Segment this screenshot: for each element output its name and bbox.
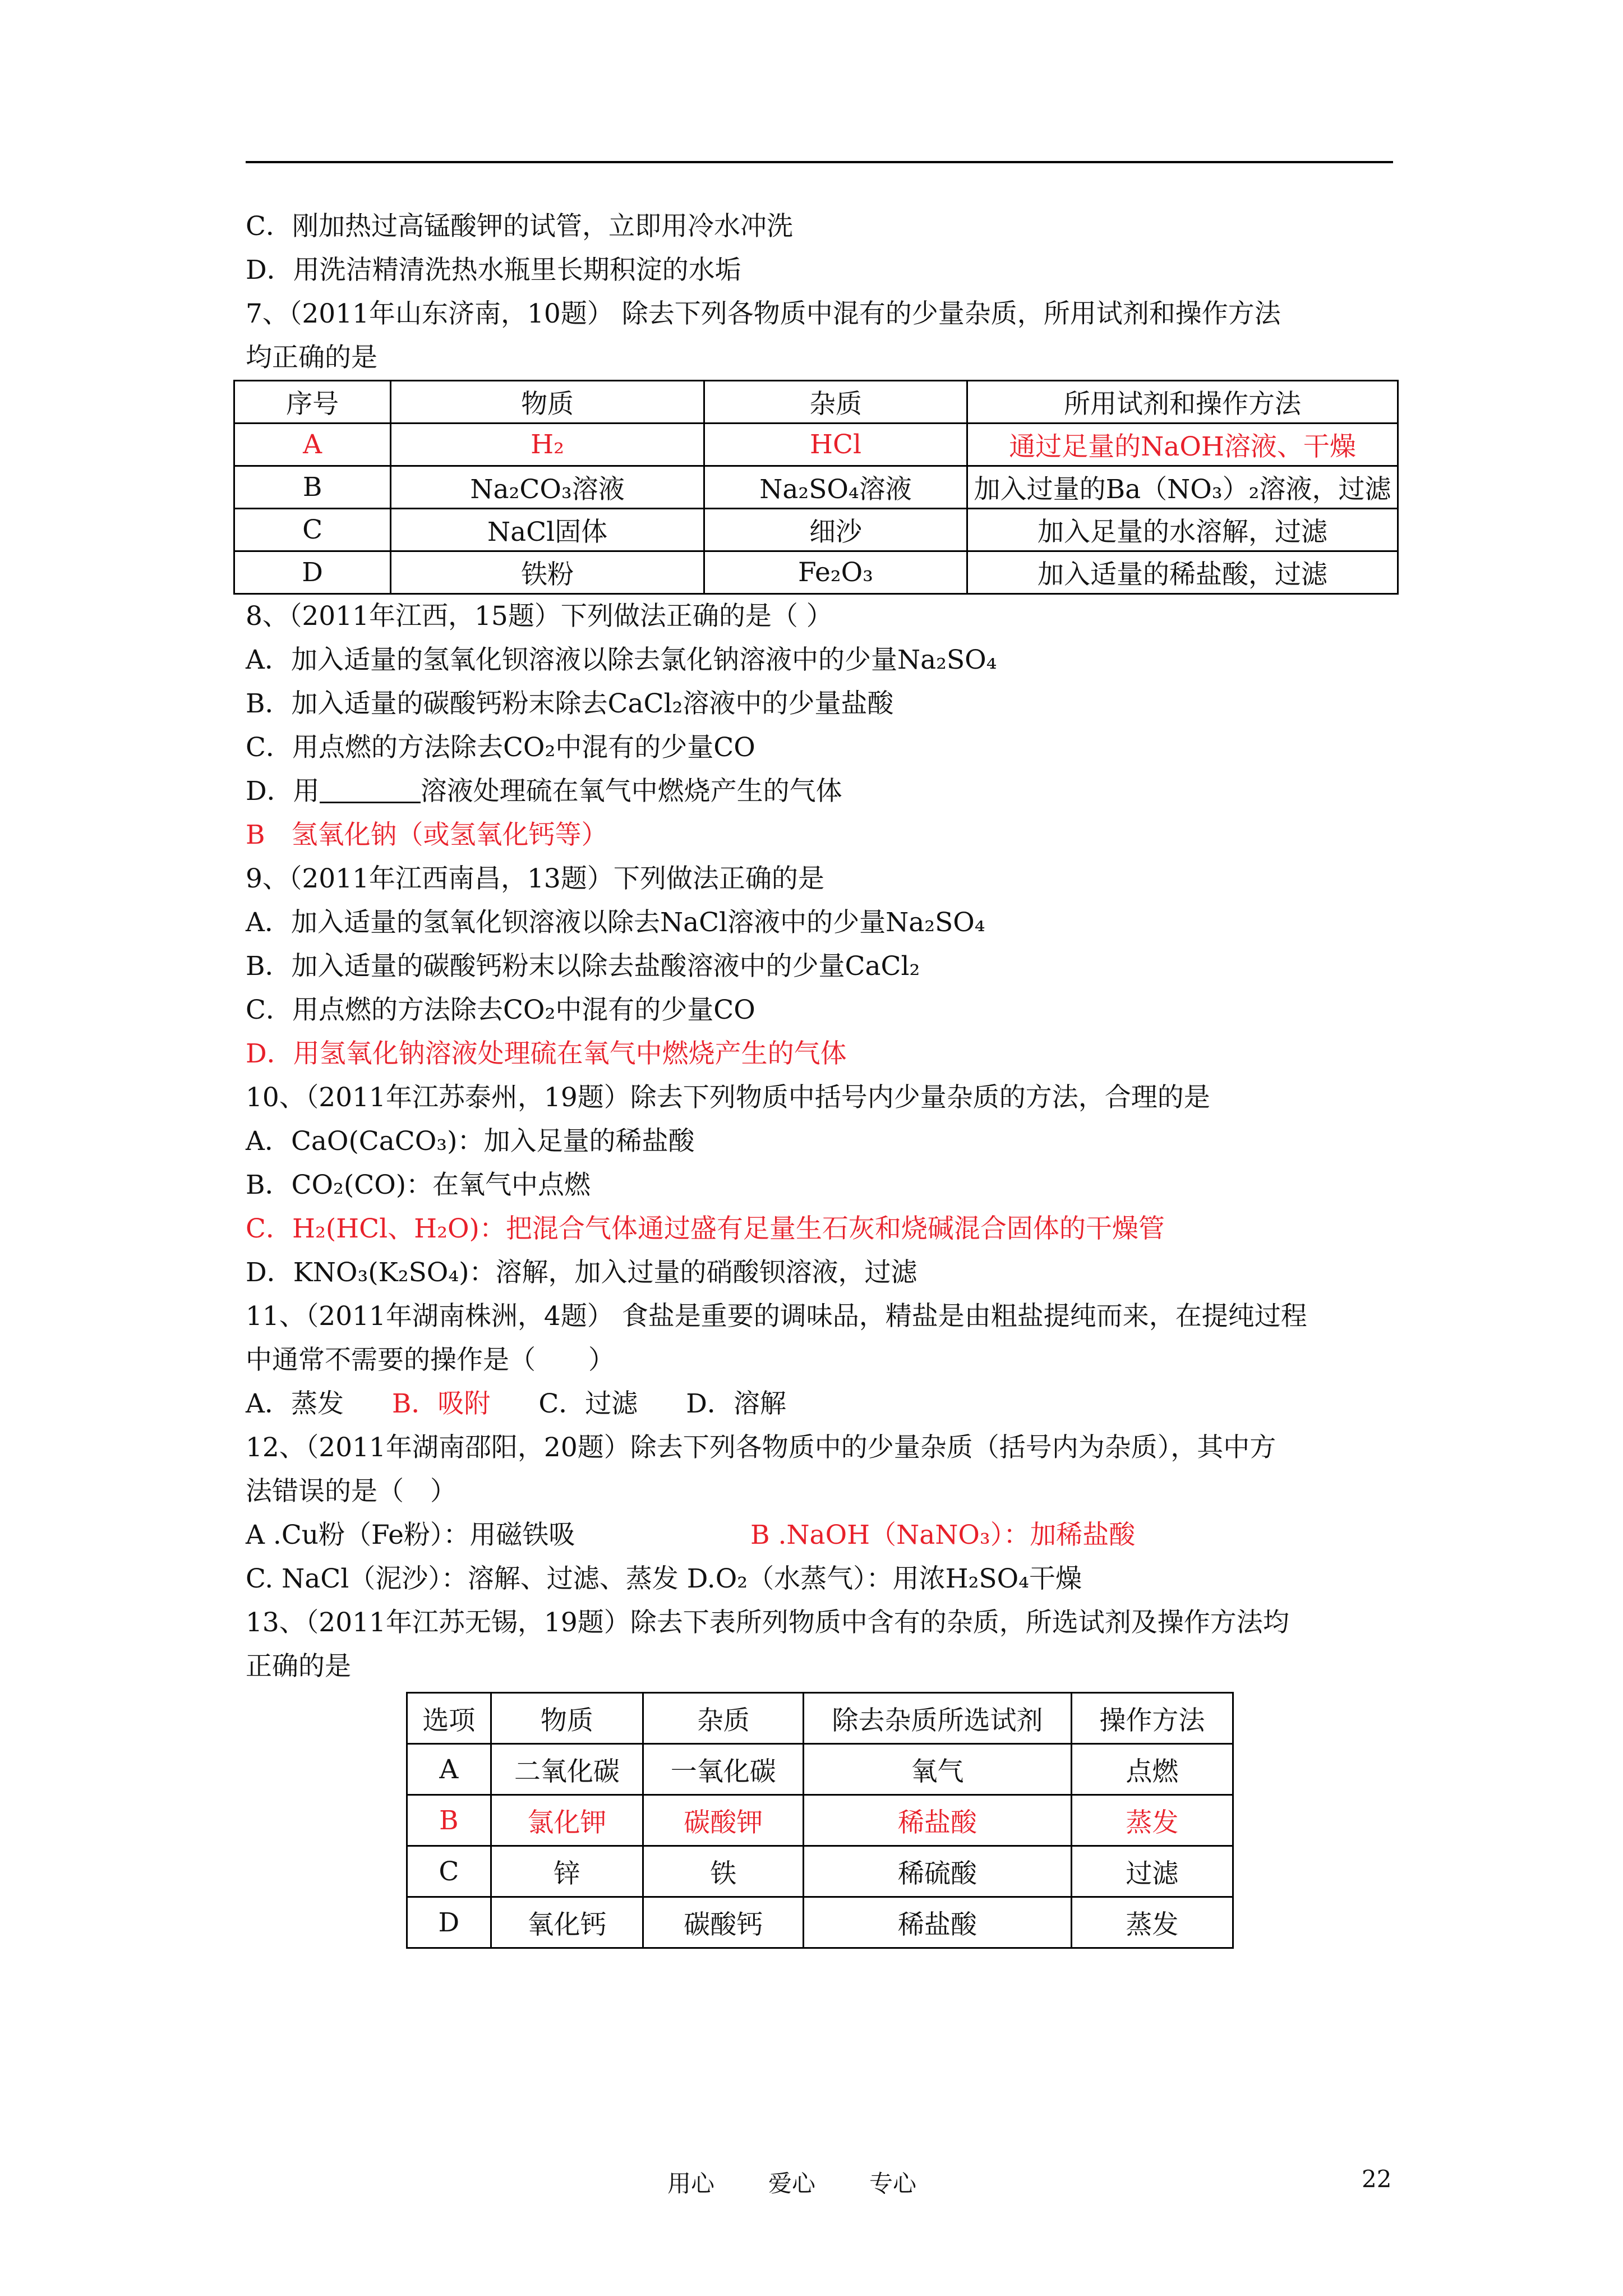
formula: NaNO₃ — [896, 1520, 990, 1550]
q6-option-c: C．刚加热过高锰酸钾的试管，立即用冷水冲洗 — [246, 211, 793, 242]
table-cell: Na₂SO₄溶液 — [704, 466, 967, 509]
text: C．用点燃的方法除去 — [246, 732, 503, 763]
text: 溶液处理硫在氧气中燃烧产生的气体 — [420, 776, 842, 807]
text: B．加入适量的碳酸钙粉末以除去盐酸溶液中的少量 — [246, 951, 845, 982]
q11-options — [246, 1382, 1401, 1426]
text: （水蒸气）：用浓 — [748, 1563, 946, 1594]
q8-option-a — [246, 638, 1401, 682]
q12-options-ab — [246, 1513, 1401, 1557]
q9-option-d-answer: D．用氢氧化钠溶液处理硫在氧气中燃烧产生的气体 — [246, 1038, 847, 1069]
q11-option-a: A．蒸发 — [246, 1388, 344, 1419]
table-cell: 铁 — [643, 1846, 804, 1897]
q9-option-a — [246, 901, 1401, 945]
q12-option-d — [687, 1563, 1082, 1594]
formula: CO₂ — [502, 995, 556, 1025]
text: )：把混合气体通过盛有足量生石灰和烧碱混合固体的干燥管 — [469, 1213, 1165, 1244]
text: (HCl、 — [325, 1213, 414, 1244]
q10-option-d — [246, 1251, 1401, 1295]
table-cell: 碳酸钙 — [643, 1897, 804, 1948]
col-header: 选项 — [407, 1693, 491, 1744]
page-number: 22 — [1362, 2165, 1392, 2193]
table-cell: 一氧化碳 — [643, 1744, 804, 1795]
q12-stem-cont: 法错误的是（ ） — [246, 1476, 457, 1507]
table-row — [234, 551, 1398, 594]
table-cell: 加入足量的水溶解，过滤 — [967, 509, 1398, 551]
col-header: 操作方法 — [1071, 1693, 1233, 1744]
text: 中混有的少量CO — [555, 732, 755, 763]
formula: H₂SO₄ — [945, 1563, 1029, 1594]
q12-option-c: C. NaCl（泥沙）：溶解、过滤、蒸发 — [246, 1563, 679, 1594]
q9-stem: 9、（2011年江西南昌，13题）下列做法正确的是 — [246, 863, 824, 894]
q11-option-c: C．过滤 — [538, 1388, 638, 1419]
table-row — [407, 1744, 1233, 1795]
table-cell: 蒸发 — [1071, 1795, 1233, 1846]
formula: CaCO₃ — [358, 1126, 448, 1157]
formula: KNO₃(K₂SO₄ — [293, 1257, 459, 1288]
table-cell: 过滤 — [1071, 1846, 1233, 1897]
q8-option-c — [246, 726, 1401, 770]
fill-blank — [320, 772, 421, 803]
text: D. — [686, 1563, 716, 1594]
table-cell: 二氧化碳 — [491, 1744, 643, 1795]
q13-stem: 13、（2011年江苏无锡，19题）除去下表所列物质中含有的杂质，所选试剂及操作方法均 — [246, 1607, 1289, 1638]
formula: CaCl₂ — [607, 688, 683, 719]
table-cell: 蒸发 — [1071, 1897, 1233, 1948]
table-cell: C — [234, 509, 391, 551]
table-cell: 加入过量的Ba（NO₃）₂溶液，过滤 — [967, 466, 1398, 509]
table-cell: Fe₂O₃ — [704, 551, 967, 594]
table-cell: A — [234, 424, 391, 466]
table-cell: 氧化钙 — [491, 1897, 643, 1948]
col-header: 物质 — [491, 1693, 643, 1744]
table-row — [234, 424, 1398, 466]
q11-stem-cont: 中通常不需要的操作是（ ） — [246, 1345, 615, 1375]
formula: H₂O — [414, 1213, 469, 1244]
q12-option-a: A .Cu粉（Fe粉）：用磁铁吸 — [246, 1520, 575, 1550]
q11-option-d: D．溶解 — [686, 1388, 786, 1419]
table-cell: Na₂CO₃溶液 — [391, 466, 704, 509]
table-cell: D — [234, 551, 391, 594]
formula: O₂ — [715, 1563, 748, 1594]
formula: Na₂SO₄ — [897, 645, 997, 675]
text: (CO)：在氧气中点燃 — [343, 1170, 591, 1200]
table-cell: H₂ — [391, 424, 704, 466]
formula: H₂ — [292, 1213, 326, 1244]
q10-stem: 10、（2011年江苏泰州，19题）除去下列物质中括号内少量杂质的方法，合理的是 — [246, 1082, 1210, 1113]
text: A．加入适量的氢氧化钡溶液以除去氯化钠溶液中的少量 — [246, 645, 897, 675]
text: )：加入足量的稀盐酸 — [447, 1126, 695, 1157]
footer-motto-1: 用心 — [667, 2170, 715, 2197]
text: A．加入适量的氢氧化钡溶液以除去NaCl溶液中的少量 — [246, 907, 886, 938]
q13-table — [406, 1692, 1234, 1949]
footer-motto-2: 爱心 — [768, 2170, 816, 2197]
table-row — [234, 509, 1398, 551]
table-cell: NaCl固体 — [391, 509, 704, 551]
table-cell: 碳酸钾 — [643, 1795, 804, 1846]
formula: CaCl₂ — [845, 951, 920, 982]
table-cell: 铁粉 — [391, 551, 704, 594]
col-header: 序号 — [234, 381, 391, 424]
q12-options-cd — [246, 1557, 1401, 1601]
table-cell: 点燃 — [1071, 1744, 1233, 1795]
table-row — [407, 1846, 1233, 1897]
q10-option-c-answer — [246, 1207, 1401, 1251]
q10-option-a — [246, 1120, 1401, 1163]
table-cell: C — [407, 1846, 491, 1897]
table-header-row — [407, 1693, 1233, 1744]
table-cell: 氧气 — [804, 1744, 1071, 1795]
table-cell: 细沙 — [704, 509, 967, 551]
q8-stem: 8、（2011年江西，15题）下列做法正确的是（ ） — [246, 601, 833, 632]
q10-option-b — [246, 1163, 1401, 1207]
table-cell: B — [407, 1795, 491, 1846]
q6-option-d: D．用洗洁精清洗热水瓶里长期积淀的水垢 — [246, 255, 741, 286]
table-cell: 锌 — [491, 1846, 643, 1897]
col-header: 杂质 — [704, 381, 967, 424]
table-header-row — [234, 381, 1398, 424]
text: C．用点燃的方法除去 — [246, 995, 503, 1025]
text: D． — [246, 1257, 293, 1288]
q11-option-b-answer: B．吸附 — [391, 1388, 491, 1419]
q7-table — [233, 380, 1399, 595]
q8-answer: B 氢氧化钠（或氢氧化钙等） — [246, 820, 608, 850]
col-header: 物质 — [391, 381, 704, 424]
table-cell: A — [407, 1744, 491, 1795]
table-cell: 氯化钾 — [491, 1795, 643, 1846]
text: D．用 — [246, 776, 320, 807]
text: 干燥 — [1029, 1563, 1082, 1594]
table-cell: HCl — [704, 424, 967, 466]
table-row — [234, 466, 1398, 509]
text: B .NaOH（ — [750, 1520, 897, 1550]
text: 溶液中的少量盐酸 — [683, 688, 894, 719]
formula: CO₂ — [291, 1170, 344, 1200]
formula: CO₂ — [502, 732, 556, 763]
text: A．CaO( — [246, 1126, 359, 1157]
q9-option-c — [246, 988, 1401, 1032]
text: ）：加稀盐酸 — [990, 1520, 1136, 1550]
text: C． — [246, 1213, 292, 1244]
table-cell: 加入适量的稀盐酸，过滤 — [967, 551, 1398, 594]
text: B．加入适量的碳酸钙粉末除去 — [246, 688, 608, 719]
q7-stem: 7、（2011年山东济南，10题） 除去下列各物质中混有的少量杂质，所用试剂和操作方法 — [246, 298, 1281, 329]
text: 中混有的少量CO — [555, 995, 755, 1025]
q11-stem: 11、（2011年湖南株洲，4题） 食盐是重要的调味品，精盐是由粗盐提纯而来，在提纯过程 — [246, 1301, 1307, 1332]
header-rule — [246, 161, 1393, 163]
col-header: 除去杂质所选试剂 — [804, 1693, 1071, 1744]
q12-option-b-answer — [750, 1520, 1135, 1550]
text: )：溶解，加入过量的硝酸钡溶液，过滤 — [459, 1257, 917, 1288]
q8-option-d — [246, 770, 1401, 813]
q13-stem-cont: 正确的是 — [246, 1651, 351, 1682]
table-cell: 稀盐酸 — [804, 1795, 1071, 1846]
table-cell: 稀盐酸 — [804, 1897, 1071, 1948]
page-content — [246, 205, 1401, 1949]
q7-stem-cont: 均正确的是 — [246, 342, 377, 373]
table-cell: 稀硫酸 — [804, 1846, 1071, 1897]
formula: Na₂SO₄ — [886, 907, 985, 938]
q8-option-b — [246, 682, 1401, 726]
table-row — [407, 1897, 1233, 1948]
text: B． — [246, 1170, 292, 1200]
table-row — [407, 1795, 1233, 1846]
table-cell: 通过足量的NaOH溶液、干燥 — [967, 424, 1398, 466]
q9-option-b — [246, 945, 1401, 988]
q12-stem: 12、（2011年湖南邵阳，20题）除去下列各物质中的少量杂质（括号内为杂质），其中方 — [246, 1432, 1276, 1463]
col-header: 杂质 — [643, 1693, 804, 1744]
col-header: 所用试剂和操作方法 — [967, 381, 1398, 424]
table-cell: B — [234, 466, 391, 509]
table-cell: D — [407, 1897, 491, 1948]
footer-motto-3: 专心 — [869, 2170, 917, 2197]
